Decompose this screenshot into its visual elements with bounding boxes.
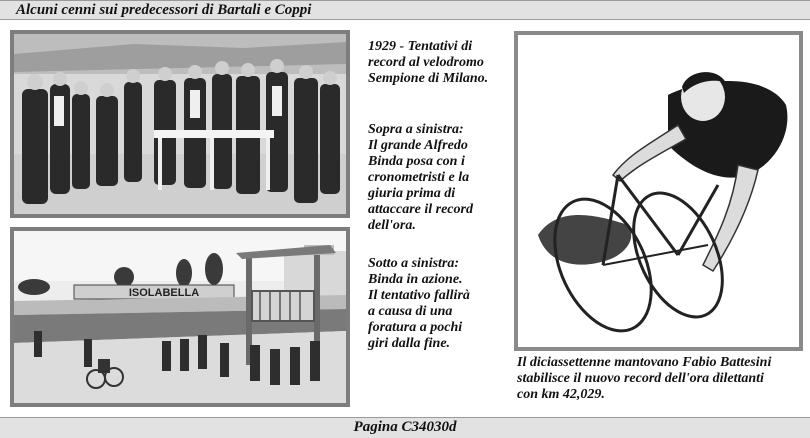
footer-bar (0, 417, 810, 438)
caption-bottom-left-photo: Sotto a sinistra: Binda in azione. Il tentativo fallirà a causa di una foratura a pochi giri dalla fine. (368, 256, 470, 351)
photo-binda-with-jury (10, 30, 350, 218)
page-title: Alcuni cenni sui predecessori di Bartali e Coppi (16, 2, 312, 18)
photo-binda-in-action (10, 227, 350, 407)
header-bar (0, 0, 810, 20)
caption-1929-record-attempts: 1929 - Tentativi di record al velodromo Sempione di Milano. (368, 39, 489, 86)
isolabella-sign: ISOLABELLA (128, 287, 200, 299)
caption-right-photo: Il diciassettenne mantovano Fabio Battesini stabilisce il nuovo record dell'ora dilettanti con km 42,029. (517, 355, 772, 402)
page-label: Pagina C34030d (353, 419, 457, 435)
photo-battesini-cycling (514, 31, 803, 351)
caption-top-left-photo: Sopra a sinistra: Il grande Alfredo Binda posa con i cronometristi e la giuria prima di attaccare il record dell'ora. (368, 122, 473, 233)
